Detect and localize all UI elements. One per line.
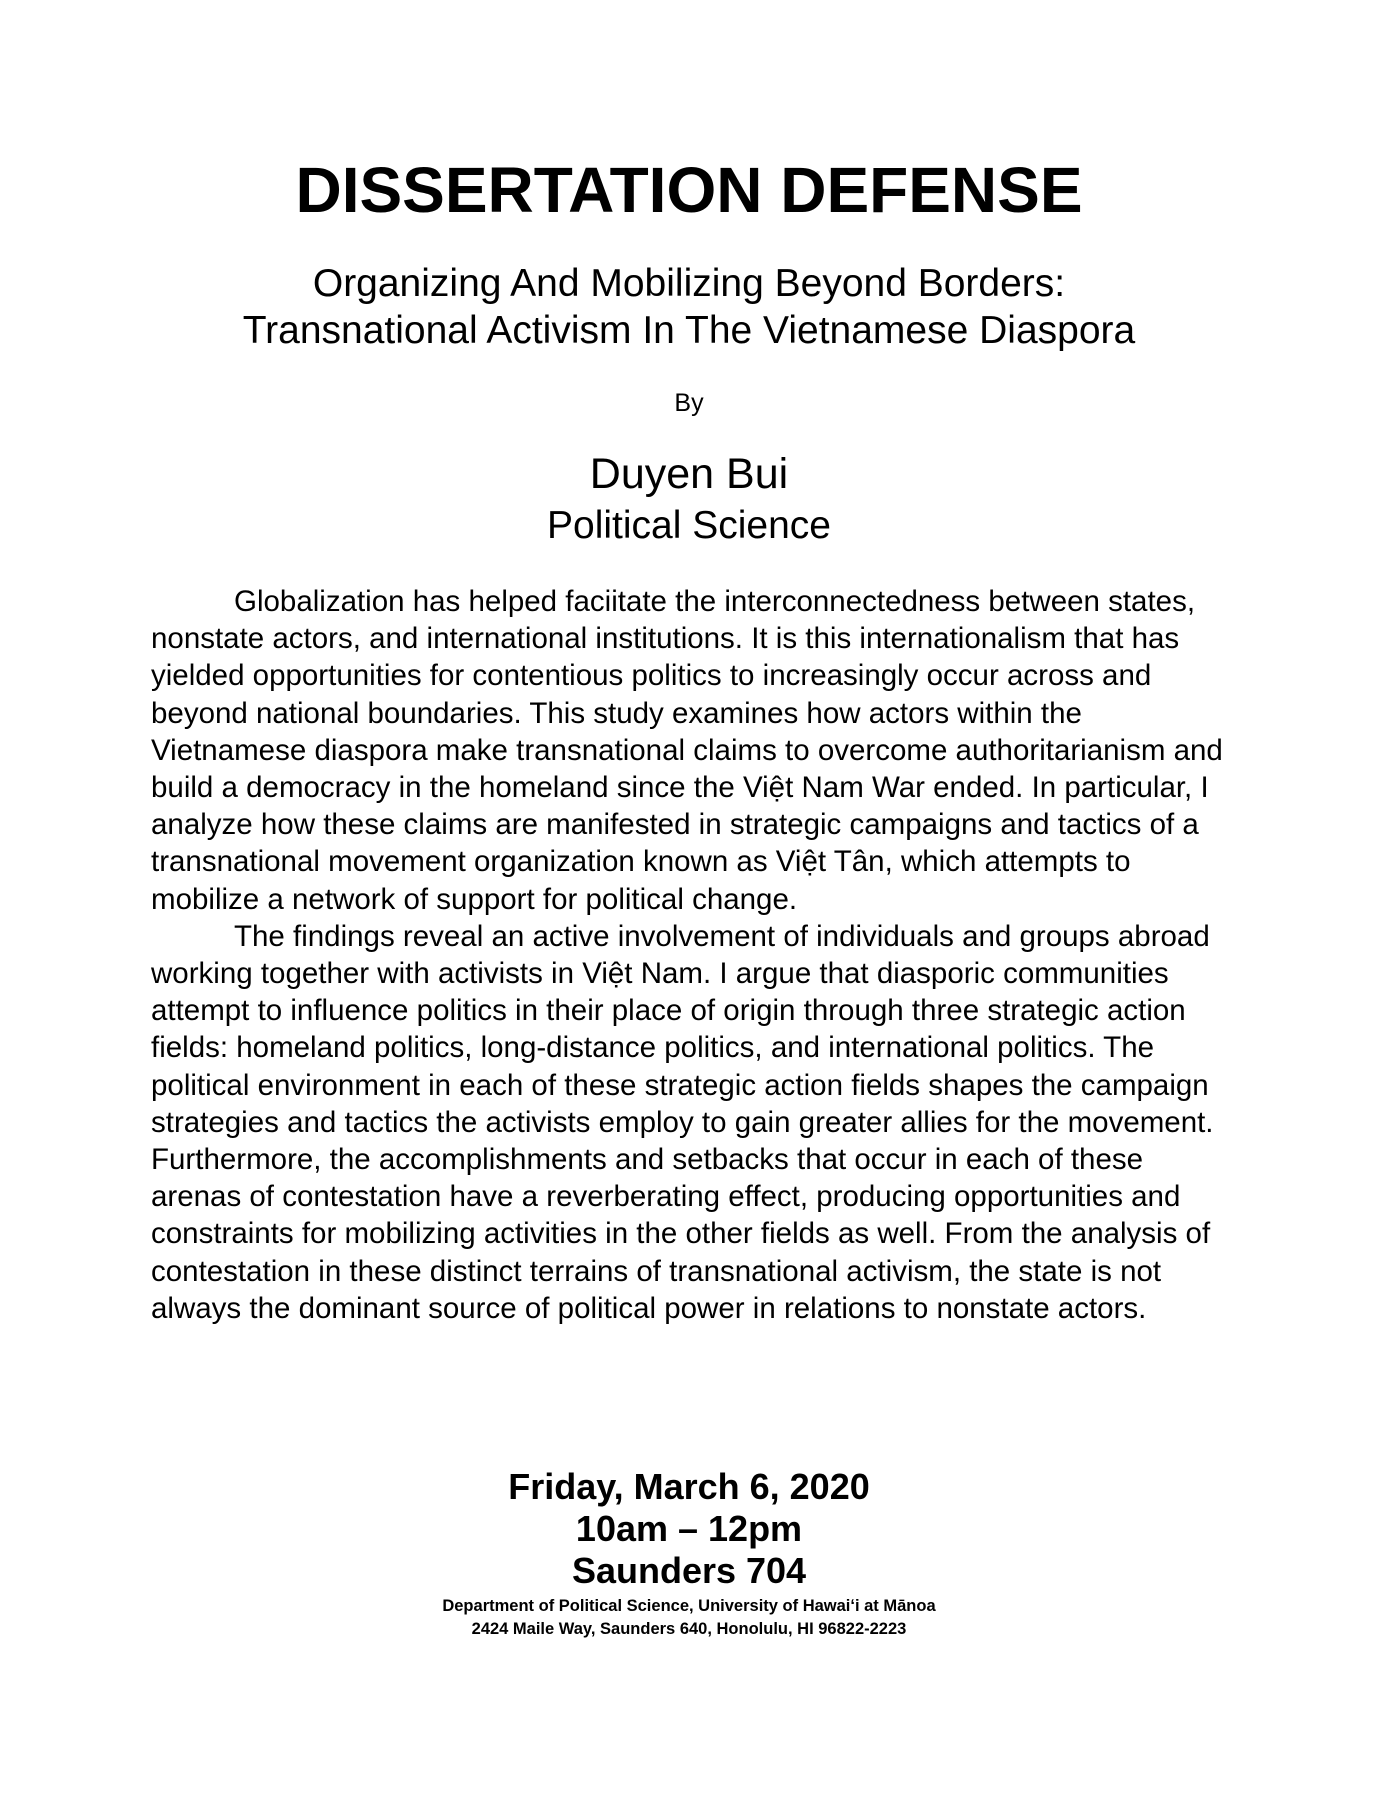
event-time: 10am – 12pm xyxy=(575,1508,803,1549)
event-date: Friday, March 6, 2020 xyxy=(508,1466,870,1507)
dissertation-title xyxy=(0,260,1378,354)
abstract-paragraph-2: The findings reveal an active involvement of individuals and groups abroad working together with activists in Việt Nam. I argue that diasporic communities attempt to influence politics in their place of origin through three strategic action fields: homeland politics, long-distance politics, and international politics. The political environment in each of these strategic action fields shapes the campaign strategies and tactics the activists employ to gain greater allies for the movement. Furthermore, the accomplishments and setbacks that occur in each of these arenas of contestation have a reverberating effect, producing opportunities and constraints for mobilizing activities in the other fields as well. From the analysis of contestation in these distinct terrains of transnational activism, the state is not always the dominant source of political power in relations to nonstate actors. xyxy=(151,919,1214,1325)
footer-department: Department of Political Science, University of Hawaiʻi at Mānoa xyxy=(442,1597,936,1615)
event-location: Saunders 704 xyxy=(571,1550,807,1591)
footer-address: 2424 Maile Way, Saunders 640, Honolulu, HI 96822-2223 xyxy=(471,1620,907,1638)
title-line-1: Organizing And Mobilizing Beyond Borders: xyxy=(312,262,1066,305)
abstract xyxy=(151,583,1241,1327)
by-label: By xyxy=(674,389,704,417)
footer xyxy=(0,1595,1378,1641)
title-line-2: Transnational Activism In The Vietnamese Diaspora xyxy=(242,309,1136,352)
event-details xyxy=(0,1466,1378,1592)
author-name: Duyen Bui xyxy=(589,450,789,498)
author-department: Political Science xyxy=(547,504,831,547)
abstract-paragraph-1: Globalization has helped faciitate the interconnectedness between states, nonstate actors, and international institutions. It is this internationalism that has yielded opportunities for contentious politics to increasingly occur across and beyond national boundaries. This study examines how actors within the Vietnamese diaspora make transnational claims to overcome authoritarianism and build a democracy in the homeland since the Việt Nam War ended. In particular, I analyze how these claims are manifested in strategic campaigns and tactics of a transnational movement organization known as Việt Tân, which attempts to mobilize a network of support for political change. xyxy=(151,585,1223,916)
page-heading: DISSERTATION DEFENSE xyxy=(295,154,1083,226)
